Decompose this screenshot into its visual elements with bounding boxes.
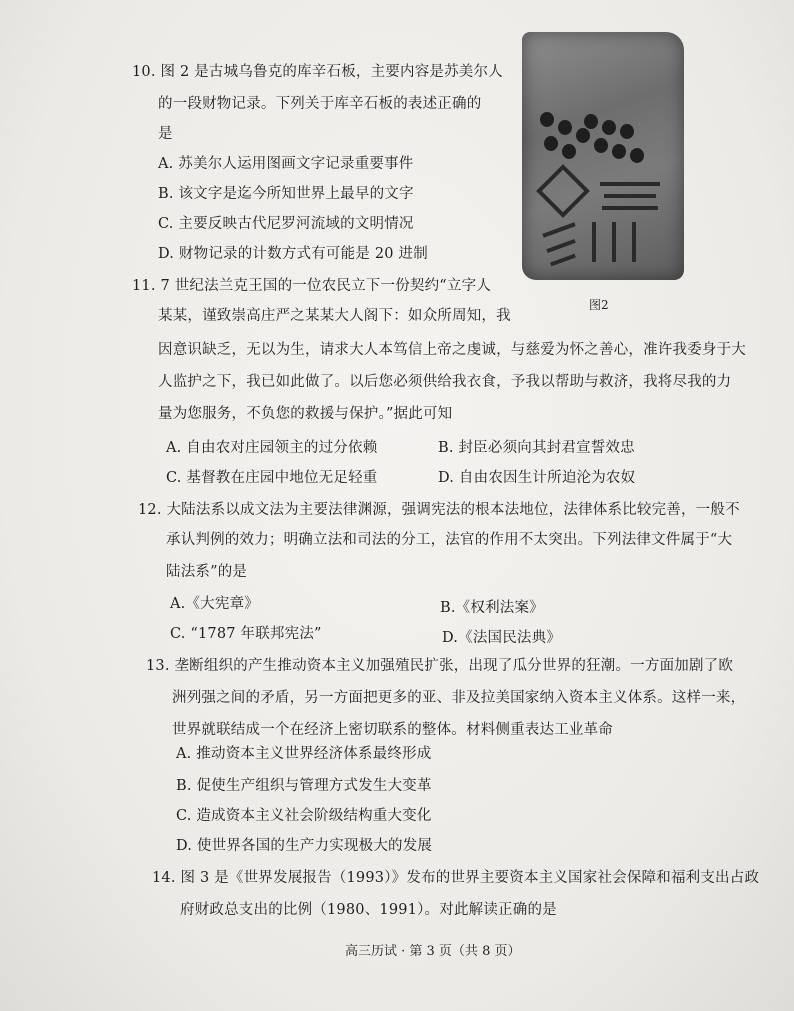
tablet-numeral-mark: [630, 148, 644, 163]
tablet-glyph: [600, 182, 660, 186]
figure-2-caption: 图2: [589, 298, 609, 312]
tablet-glyph: [632, 222, 636, 262]
tablet-numeral-mark: [540, 112, 554, 127]
q10-option-c: C. 主要反映古代尼罗河流域的文明情况: [158, 216, 414, 232]
q11-line-5: 量为您服务，不负您的救援与保护。”据此可知: [158, 406, 453, 422]
q12-line-3: 陆法系”的是: [166, 564, 248, 580]
q11-line-2: 某某，谨致崇高庄严之某某大人阁下：如众所周知，我: [158, 308, 511, 324]
tablet-glyph: [546, 239, 576, 253]
q11-line-1: 11. 7 世纪法兰克王国的一位农民立下一份契约“立字人: [132, 278, 492, 294]
q10-line-1: 10. 图 2 是古城乌鲁克的库辛石板，主要内容是苏美尔人: [132, 64, 503, 80]
page-footer: 高三历试 · 第 3 页（共 8 页）: [345, 944, 521, 959]
q12-line-1: 12. 大陆法系以成文法为主要法律渊源，强调宪法的根本法地位，法律体系比较完善，一般不: [138, 502, 740, 518]
q13-line-1: 13. 垄断组织的产生推动资本主义加强殖民扩张，出现了瓜分世界的狂潮。一方面加剧了欧: [146, 658, 734, 674]
q12-option-d: D.《法国民法典》: [442, 630, 562, 646]
tablet-numeral-mark: [576, 128, 590, 143]
tablet-glyph: [612, 222, 616, 262]
q11-line-4: 人监护之下，我已如此做了。以后您必须供给我衣食，予我以帮助与救济，我将尽我的力: [158, 374, 732, 390]
tablet-numeral-mark: [584, 114, 598, 129]
tablet-glyph: [592, 222, 596, 262]
q11-option-d: D. 自由农因生计所迫沦为农奴: [438, 470, 636, 486]
tablet-glyph: [604, 194, 656, 198]
q10-line-3: 是: [158, 126, 173, 142]
tablet-numeral-mark: [612, 144, 626, 159]
tablet-glyph: [550, 254, 576, 267]
q14-line-1: 14. 图 3 是《世界发展报告（1993）》发布的世界主要资本主义国家社会保障和福利支出占政: [152, 870, 760, 886]
tablet-numeral-mark: [562, 144, 576, 159]
q11-option-b: B. 封臣必须向其封君宣誓效忠: [438, 440, 635, 456]
q13-line-3: 世界就联结成一个在经济上密切联系的整体。材料侧重表达工业革命: [172, 722, 613, 738]
q13-option-a: A. 推动资本主义世界经济体系最终形成: [176, 746, 432, 762]
q11-option-a: A. 自由农对庄园领主的过分依赖: [166, 440, 378, 456]
tablet-numeral-mark: [558, 120, 572, 135]
q11-option-c: C. 基督教在庄园中地位无足轻重: [166, 470, 378, 486]
q11-line-3: 因意识缺乏，无以为生，请求大人本笃信上帝之虔诚，与慈爱为怀之善心，准许我委身于大: [158, 342, 746, 358]
tablet-numeral-mark: [620, 124, 634, 139]
tablet-numeral-mark: [594, 138, 608, 153]
tablet-glyph: [542, 222, 575, 237]
tablet-numeral-mark: [602, 120, 616, 135]
q14-line-2: 府财政总支出的比例（1980、1991）。对此解读正确的是: [180, 902, 557, 918]
q12-option-a: A.《大宪章》: [170, 596, 259, 612]
q13-option-d: D. 使世界各国的生产力实现极大的发展: [176, 838, 433, 854]
q10-option-a: A. 苏美尔人运用图画文字记录重要事件: [158, 156, 414, 172]
q10-line-2: 的一段财物记录。下列关于库辛石板的表述正确的: [158, 96, 482, 112]
q13-line-2: 洲列强之间的矛盾，另一方面把更多的亚、非及拉美国家纳入资本主义体系。这样一来，: [172, 690, 746, 706]
tablet-glyph: [602, 206, 658, 210]
q12-line-2: 承认判例的效力；明确立法和司法的分工，法官的作用不太突出。下列法律文件属于“大: [166, 532, 733, 548]
q12-option-c: C. “1787 年联邦宪法”: [170, 626, 322, 642]
q13-option-b: B. 促使生产组织与管理方式发生大变革: [176, 778, 432, 794]
q12-option-b: B.《权利法案》: [440, 600, 544, 616]
tablet-numeral-mark: [544, 136, 558, 151]
q10-option-d: D. 财物记录的计数方式有可能是 20 进制: [158, 246, 428, 262]
kushim-tablet-image: [522, 32, 684, 280]
tablet-glyph: [536, 164, 590, 218]
q10-option-b: B. 该文字是迄今所知世界上最早的文字: [158, 186, 414, 202]
q13-option-c: C. 造成资本主义社会阶级结构重大变化: [176, 808, 432, 824]
